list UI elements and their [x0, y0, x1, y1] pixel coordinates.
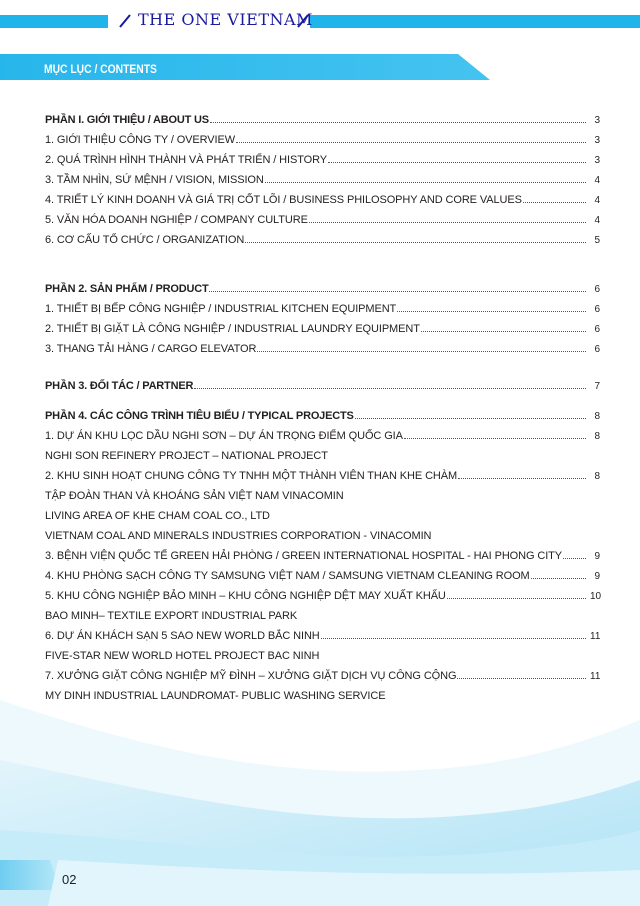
toc-leader-dots — [236, 141, 586, 143]
toc-entry-text: NGHI SON REFINERY PROJECT – NATIONAL PROJECT — [45, 450, 328, 462]
toc-entry-text: 6. DỰ ÁN KHÁCH SẠN 5 SAO NEW WORLD BẮC NINH — [45, 630, 320, 642]
toc-page-number: 6 — [594, 304, 600, 315]
toc-entry-text: 3. TẦM NHÌN, SỨ MỆNH / VISION, MISSION — [45, 174, 264, 186]
toc-page-number: 6 — [594, 344, 600, 355]
toc-page-number: 3 — [594, 135, 600, 146]
toc-entry-text: FIVE-STAR NEW WORLD HOTEL PROJECT BAC NINH — [45, 650, 320, 662]
toc-leader-dots — [397, 310, 586, 312]
toc-leader-dots — [321, 637, 586, 639]
toc-subtitle-row — [45, 506, 600, 522]
toc-entry-row[interactable] — [45, 466, 600, 482]
toc-entry-text: 1. THIẾT BỊ BẾP CÔNG NGHIỆP / INDUSTRIAL KITCHEN EQUIPMENT — [45, 303, 397, 315]
toc-entry-row[interactable] — [45, 170, 600, 186]
toc-entry-row[interactable] — [45, 426, 600, 442]
header-bars — [0, 0, 640, 46]
toc-leader-dots — [309, 221, 586, 223]
toc-leader-dots — [458, 477, 586, 479]
toc-entry-text: 4. TRIẾT LÝ KINH DOANH VÀ GIÁ TRỊ CỐT LÕI / BUSINESS PHILOSOPHY AND CORE VALUES — [45, 194, 522, 206]
toc-page-number: 8 — [594, 411, 600, 422]
toc-entry-text: 2. THIẾT BỊ GIẶT LÀ CÔNG NGHIỆP / INDUSTRIAL LAUNDRY EQUIPMENT — [45, 323, 420, 335]
toc-entry-row[interactable] — [45, 339, 600, 355]
toc-entry-text: 1. GIỚI THIỆU CÔNG TY / OVERVIEW — [45, 134, 236, 146]
toc-leader-dots — [563, 557, 586, 559]
toc-section-row[interactable] — [45, 110, 600, 126]
toc-page-number: 7 — [594, 381, 600, 392]
toc-entry-text: 1. DỰ ÁN KHU LỌC DẦU NGHI SƠN – DỰ ÁN TRỌNG ĐIỂM QUỐC GIA — [45, 430, 403, 442]
toc-leader-dots — [447, 597, 586, 599]
toc-subtitle-row — [45, 686, 600, 702]
toc-leader-dots — [531, 577, 586, 579]
toc-leader-dots — [404, 437, 586, 439]
toc-entry-text: 5. KHU CÔNG NGHIỆP BẢO MINH – KHU CÔNG NGHIỆP DỆT MAY XUẤT KHẨU — [45, 590, 446, 602]
toc-page-number: 9 — [594, 571, 600, 582]
toc-entry-text: PHẦN 2. SẢN PHẨM / PRODUCT — [45, 283, 209, 295]
toc-entry-row[interactable] — [45, 150, 600, 166]
toc-page-number: 8 — [594, 471, 600, 482]
toc-page-number: 6 — [594, 284, 600, 295]
toc-entry-text: 7. XƯỞNG GIẶT CÔNG NGHIỆP MỸ ĐÌNH – XƯỞNG GIẶT DỊCH VỤ CÔNG CỘNG — [45, 670, 457, 682]
toc-entry-text: TẬP ĐOÀN THAN VÀ KHOÁNG SẢN VIỆT NAM VINACOMIN — [45, 490, 344, 502]
toc-page-number: 11 — [590, 671, 601, 682]
toc-entry-text: 3. BỆNH VIỆN QUỐC TẾ GREEN HẢI PHÒNG / GREEN INTERNATIONAL HOSPITAL - HAI PHONG CITY — [45, 550, 563, 562]
toc-entry-text: PHẦN 3. ĐỐI TÁC / PARTNER — [45, 380, 194, 392]
toc-subtitle-row — [45, 526, 600, 542]
toc-subtitle-row — [45, 606, 600, 622]
toc-subtitle-row — [45, 486, 600, 502]
toc-entry-text: PHẦN 4. CÁC CÔNG TRÌNH TIÊU BIỂU / TYPICAL PROJECTS — [45, 410, 354, 422]
toc-page-number: 9 — [594, 551, 600, 562]
toc-entry-row[interactable] — [45, 230, 600, 246]
toc-page-number: 3 — [594, 155, 600, 166]
toc-entry-text: VIETNAM COAL AND MINERALS INDUSTRIES CORPORATION - VINACOMIN — [45, 530, 432, 542]
toc-leader-dots — [257, 350, 586, 352]
toc-entry-text: 2. QUÁ TRÌNH HÌNH THÀNH VÀ PHÁT TRIỂN / HISTORY — [45, 154, 327, 166]
toc-page-number: 4 — [594, 215, 600, 226]
toc-page-number: 5 — [594, 235, 600, 246]
toc-leader-dots — [265, 181, 586, 183]
toc-leader-dots — [245, 241, 586, 243]
toc-page-number: 10 — [590, 591, 602, 602]
toc-subtitle-row — [45, 646, 600, 662]
toc-page-number: 4 — [594, 175, 600, 186]
toc-entry-text: 5. VĂN HÓA DOANH NGHIỆP / COMPANY CULTURE — [45, 214, 308, 226]
toc-page-number: 11 — [590, 631, 601, 642]
contents-heading: MỤC LỤC / CONTENTS — [44, 62, 157, 76]
toc-entry-text: 4. KHU PHÒNG SẠCH CÔNG TY SAMSUNG VIỆT NAM / SAMSUNG VIETNAM CLEANING ROOM — [45, 570, 530, 582]
toc-subtitle-row — [45, 446, 600, 462]
brand-title: THE ONE VIETNAM — [138, 10, 313, 29]
toc-entry-text: 3. THANG TẢI HÀNG / CARGO ELEVATOR — [45, 343, 257, 355]
toc-leader-dots — [209, 290, 586, 292]
toc-leader-dots — [523, 201, 586, 203]
toc-section-row[interactable] — [45, 376, 600, 392]
toc-leader-dots — [328, 161, 586, 163]
toc-leader-dots — [210, 121, 586, 123]
toc-entry-row[interactable] — [45, 130, 600, 146]
toc-entry-row[interactable] — [45, 626, 600, 642]
toc-entry-text: 2. KHU SINH HOẠT CHUNG CÔNG TY TNHH MỘT THÀNH VIÊN THAN KHE CHÀM — [45, 470, 458, 482]
toc-entry-row[interactable] — [45, 210, 600, 226]
toc-entry-text: 6. CƠ CẤU TỔ CHỨC / ORGANIZATION — [45, 234, 245, 246]
toc-page-number: 4 — [594, 195, 600, 206]
toc-entry-row[interactable] — [45, 566, 600, 582]
toc-entry-text: BAO MINH– TEXTILE EXPORT INDUSTRIAL PARK — [45, 610, 298, 622]
toc-entry-row[interactable] — [45, 666, 600, 682]
toc-page-number: 8 — [594, 431, 600, 442]
toc-leader-dots — [457, 677, 586, 679]
toc-leader-dots — [194, 387, 586, 389]
toc-leader-dots — [421, 330, 586, 332]
toc-entry-text: PHẦN I. GIỚI THIỆU / ABOUT US — [45, 114, 209, 126]
toc-entry-row[interactable] — [45, 546, 600, 562]
toc-entry-row[interactable] — [45, 190, 600, 206]
toc-entry-text: LIVING AREA OF KHE CHAM COAL CO., LTD — [45, 510, 270, 522]
toc-leader-dots — [355, 417, 586, 419]
toc-entry-row[interactable] — [45, 299, 600, 315]
toc-entry-row[interactable] — [45, 319, 600, 335]
toc-section-row[interactable] — [45, 279, 600, 295]
toc-entry-row[interactable] — [45, 586, 600, 602]
toc-entry-text: MY DINH INDUSTRIAL LAUNDROMAT- PUBLIC WASHING SERVICE — [45, 690, 386, 702]
toc-page-number: 3 — [594, 115, 600, 126]
page-header — [0, 0, 640, 46]
page-number: 02 — [62, 872, 77, 887]
toc-page-number: 6 — [594, 324, 600, 335]
toc-section-row[interactable] — [45, 406, 600, 422]
